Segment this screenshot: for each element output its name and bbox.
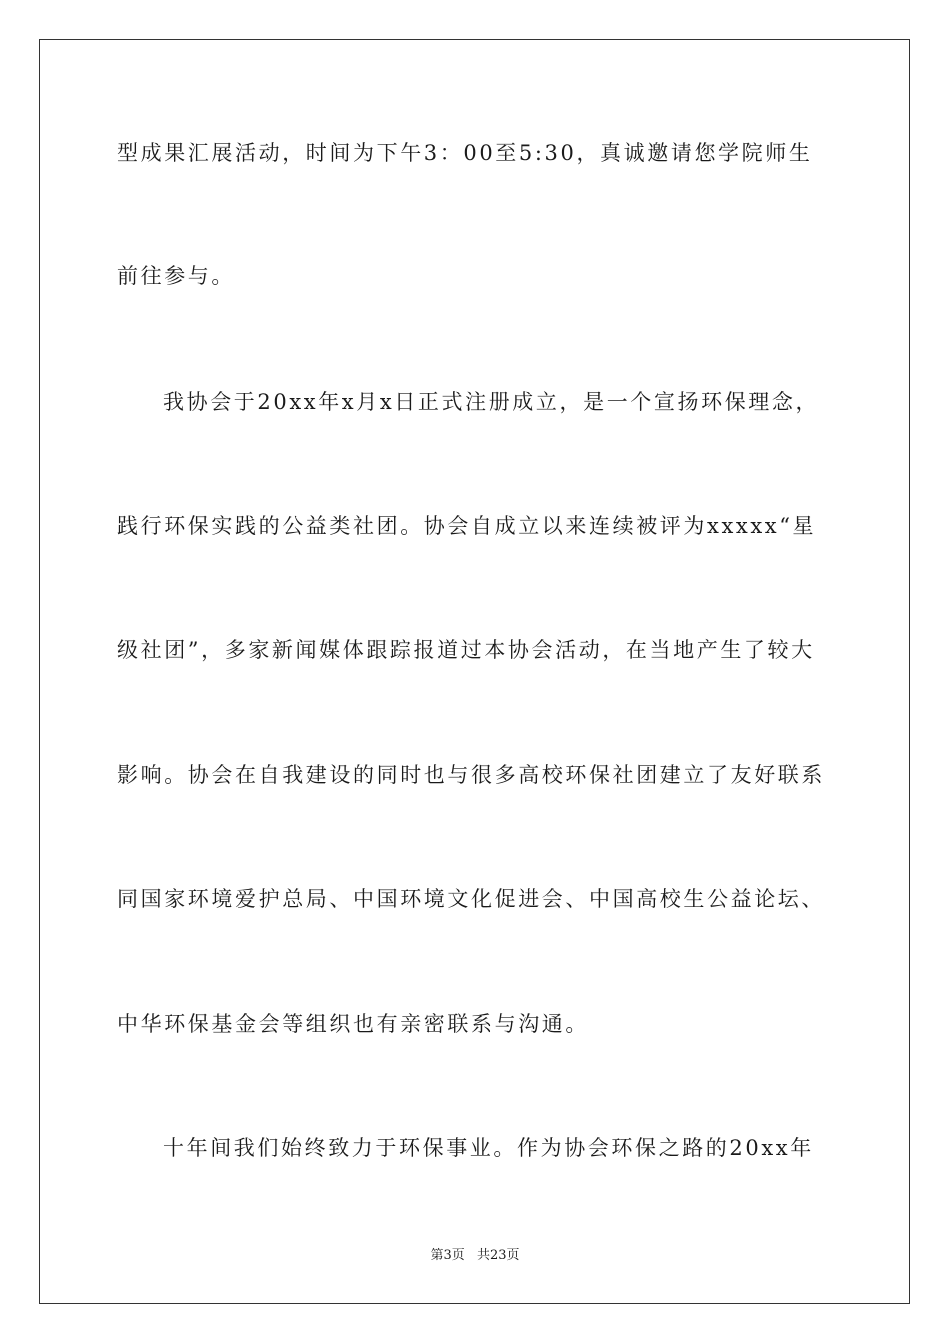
body-text-line: 同国家环境爱护总局、中国环境文化促进会、中国高校生公益论坛、 xyxy=(117,887,825,911)
page-number: 第3页 xyxy=(430,1248,465,1263)
body-text-line: 十年间我们始终致力于环保事业。作为协会环保之路的20xx年 xyxy=(163,1136,814,1160)
body-text-line: 型成果汇展活动，时间为下午3：00至5:30，真诚邀请您学院师生 xyxy=(117,141,813,165)
body-text-line: 我协会于20xx年x月x日正式注册成立，是一个宣扬环保理念， xyxy=(163,390,820,414)
body-text-line: 级社团”，多家新闻媒体跟踪报道过本协会活动，在当地产生了较大 xyxy=(117,638,815,662)
body-text-line: 中华环保基金会等组织也有亲密联系与沟通。 xyxy=(117,1012,589,1036)
total-pages: 共23页 xyxy=(476,1248,520,1263)
page-border xyxy=(39,39,910,1304)
body-text-line: 前往参与。 xyxy=(117,264,235,288)
body-text-line: 影响。协会在自我建设的同时也与很多高校环保社团建立了友好联系 xyxy=(117,763,825,787)
page-footer xyxy=(0,1248,950,1264)
body-text-line: 践行环保实践的公益类社团。协会自成立以来连续被评为xxxxx“星 xyxy=(117,514,817,538)
